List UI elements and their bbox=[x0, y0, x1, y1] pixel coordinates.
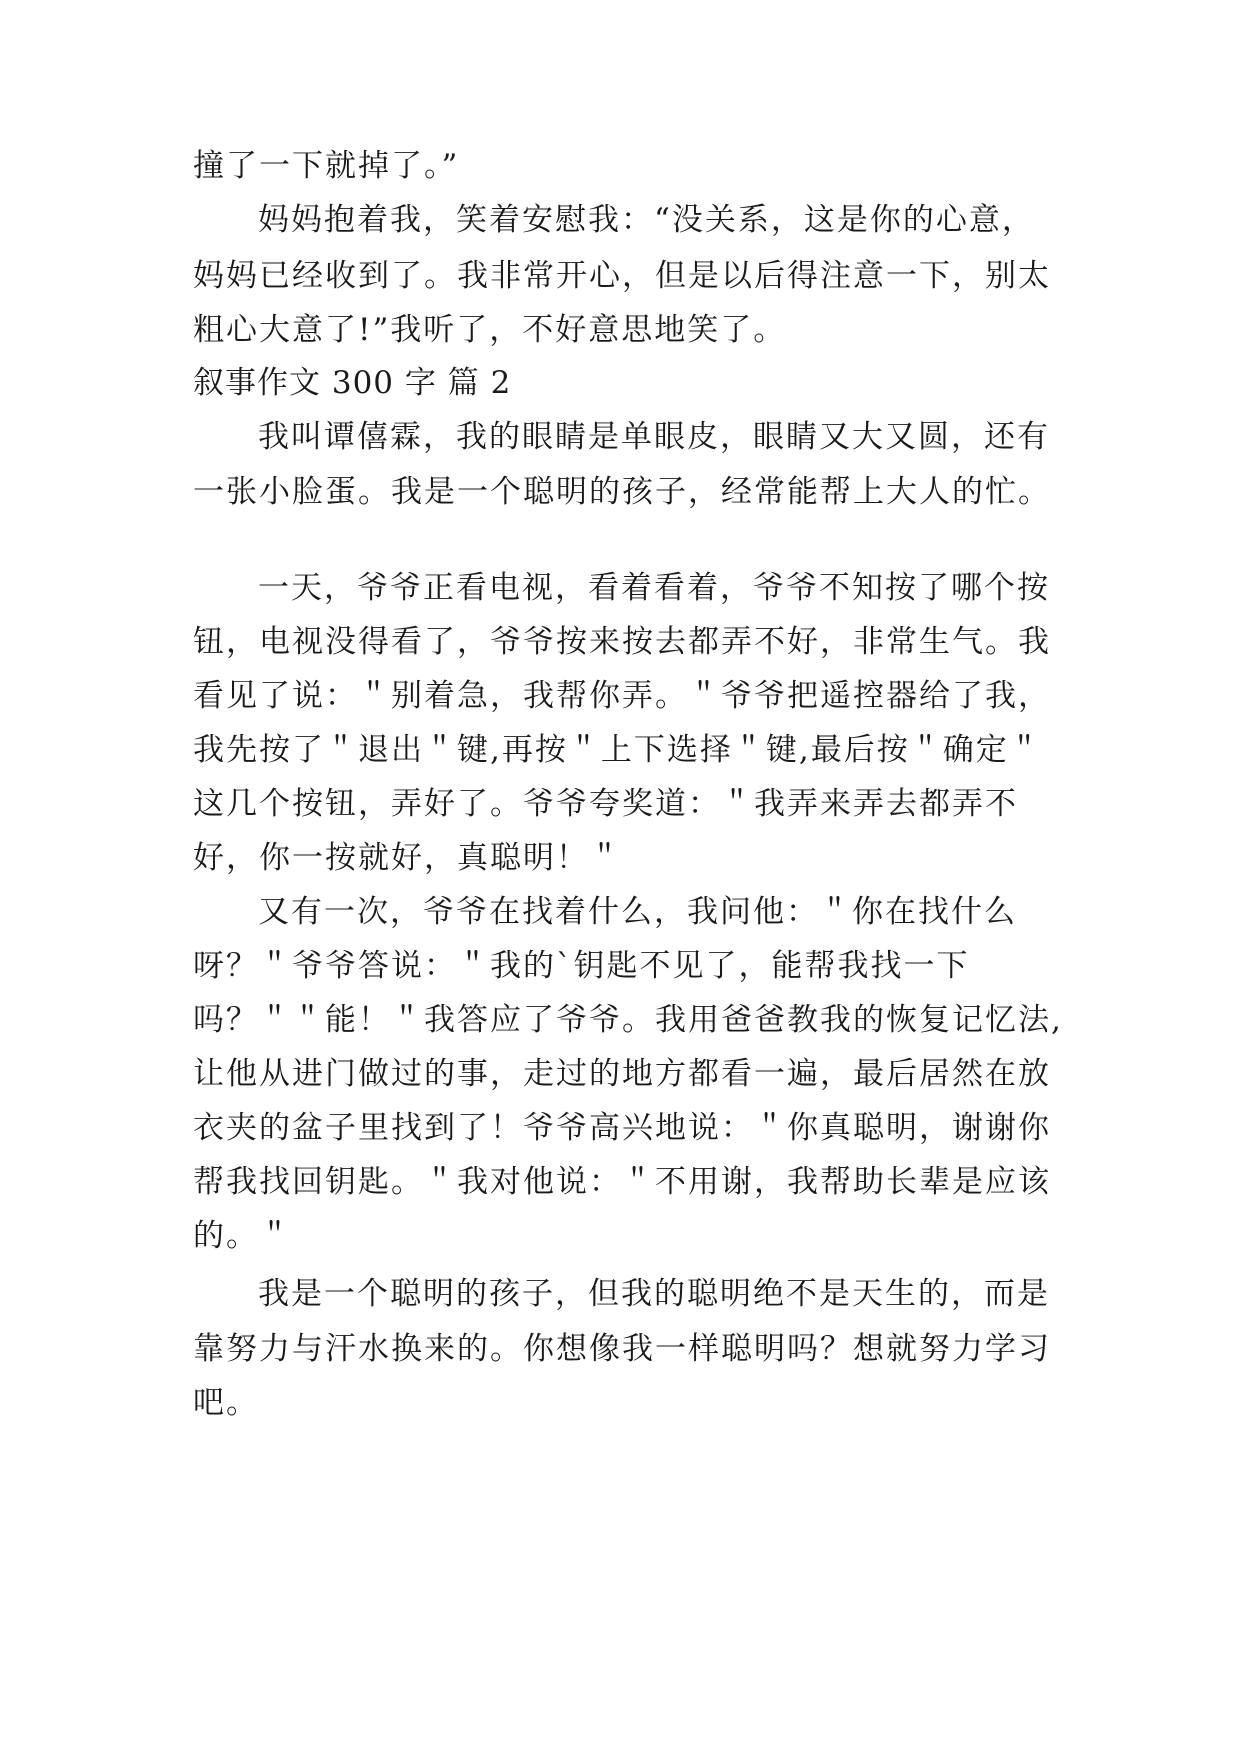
paragraph-line: 又有一次，爷爷在找着什么，我问他：＂你在找什么 bbox=[258, 894, 1017, 930]
paragraph-line: 妈妈已经收到了。我非常开心，但是以后得注意一下，别太 bbox=[193, 258, 1051, 294]
paragraph-line: 撞了一下就掉了。” bbox=[193, 148, 460, 184]
paragraph-line: 我叫谭僖霖，我的眼睛是单眼皮，眼睛又大又圆，还有 bbox=[258, 419, 1050, 455]
paragraph-line: 妈妈抱着我，笑着安慰我：“没关系，这是你的心意， bbox=[258, 202, 1035, 238]
paragraph-line: 吧。 bbox=[193, 1385, 259, 1421]
paragraph-line: 让他从进门做过的事，走过的地方都看一遍，最后居然在放 bbox=[193, 1056, 1051, 1092]
paragraph-line: 一天，爷爷正看电视，看着看着，爷爷不知按了哪个按 bbox=[258, 570, 1050, 606]
paragraph-line: 这几个按钮，弄好了。爷爷夸奖道：＂我弄来弄去都弄不 bbox=[193, 786, 1018, 822]
paragraph-line: 钮，电视没得看了，爷爷按来按去都弄不好，非常生气。我 bbox=[193, 624, 1051, 660]
paragraph-line: 靠努力与汗水换来的。你想像我一样聪明吗？想就努力学习 bbox=[193, 1331, 1051, 1367]
paragraph-line: 好，你一按就好，真聪明！＂ bbox=[193, 840, 622, 876]
paragraph-line: 我是一个聪明的孩子，但我的聪明绝不是天生的，而是 bbox=[258, 1276, 1050, 1312]
paragraph-line: 衣夹的盆子里找到了！爷爷高兴地说：＂你真聪明，谢谢你 bbox=[193, 1110, 1051, 1146]
paragraph-line: 吗？＂＂能！＂我答应了爷爷。我用爸爸教我的恢复记忆法, bbox=[193, 1002, 1063, 1038]
paragraph-line: 看见了说：＂别着急，我帮你弄。＂爷爷把遥控器给了我， bbox=[193, 678, 1051, 714]
paragraph-line: 粗心大意了!”我听了，不好意思地笑了。 bbox=[193, 312, 787, 348]
paragraph-line: 呀？＂爷爷答说：＂我的`钥匙不见了，能帮我找一下 bbox=[193, 948, 970, 984]
paragraph-line: 帮我找回钥匙。＂我对他说：＂不用谢，我帮助长辈是应该 bbox=[193, 1164, 1051, 1200]
paragraph-line: 一张小脸蛋。我是一个聪明的孩子，经常能帮上大人的忙。 bbox=[193, 474, 1051, 510]
section-heading: 叙事作文 300 字 篇 2 bbox=[193, 365, 512, 401]
paragraph-line: 我先按了＂退出＂键,再按＂上下选择＂键,最后按＂确定＂ bbox=[193, 732, 1042, 768]
paragraph-line: 的。＂ bbox=[193, 1218, 292, 1254]
